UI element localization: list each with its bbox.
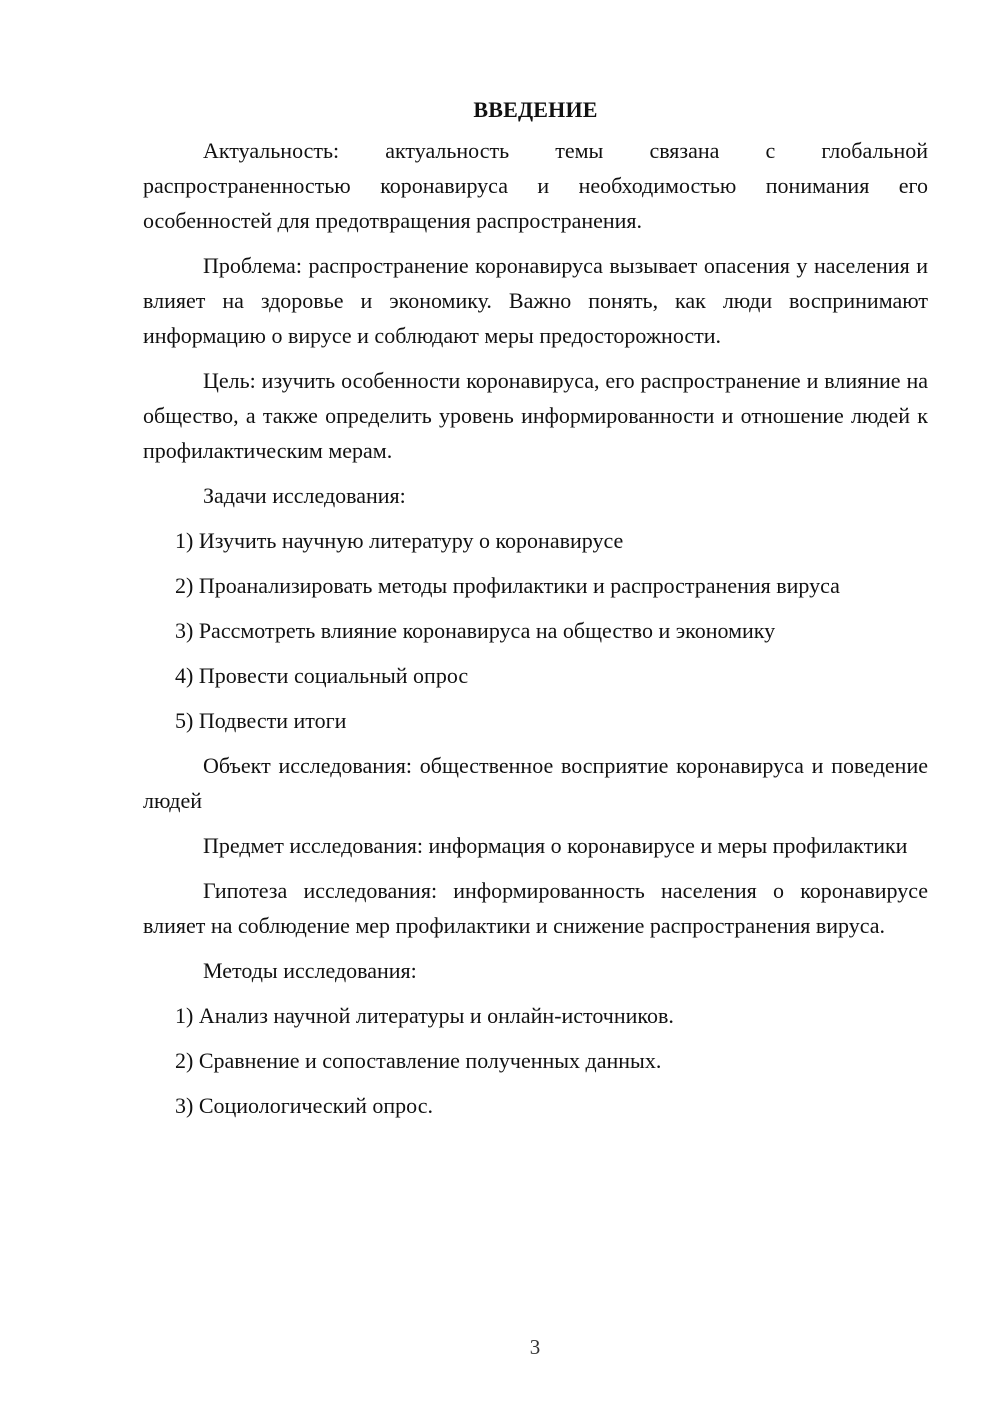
section-title: ВВЕДЕНИЕ	[473, 97, 598, 122]
task-item-1: 1) Изучить научную литературу о коронавирусе	[175, 528, 624, 553]
method-item-3: 3) Социологический опрос.	[175, 1093, 433, 1118]
method-item-2: 2) Сравнение и сопоставление полученных данных.	[175, 1048, 662, 1073]
object-paragraph: Объект исследования: общественное восприятие коронавируса и поведение людей	[143, 753, 928, 813]
page-number: 3	[529, 1335, 541, 1359]
methods-heading: Методы исследования:	[203, 958, 417, 983]
method-item-1: 1) Анализ научной литературы и онлайн-источников.	[175, 1003, 674, 1028]
problem-paragraph: Проблема: распространение коронавируса вызывает опасения у населения и влияет на здоровье и экономику. Важно понять, как люди воспринимают информацию о вирусе и соблюдают меры предосторожности.	[143, 253, 928, 348]
page-content	[143, 92, 928, 1133]
tasks-heading: Задачи исследования:	[203, 483, 406, 508]
task-item-3: 3) Рассмотреть влияние коронавируса на общество и экономику	[175, 618, 776, 643]
task-item-2: 2) Проанализировать методы профилактики и распространения вируса	[175, 573, 840, 598]
goal-paragraph: Цель: изучить особенности коронавируса, его распространение и влияние на общество, а также определить уровень информированности и отношение людей к профилактическим мерам.	[143, 368, 928, 463]
relevance-paragraph: Актуальность: актуальность темы связана с глобальной распространенностью коронавируса и необходимостью понимания его особенностей для предотвращения распространения.	[143, 138, 928, 233]
subject-paragraph: Предмет исследования: информация о коронавирусе и меры профилактики	[203, 833, 908, 858]
task-item-4: 4) Провести социальный опрос	[175, 663, 469, 688]
task-item-5: 5) Подвести итоги	[175, 708, 347, 733]
hypothesis-paragraph: Гипотеза исследования: информированность населения о коронавирусе влияет на соблюдение мер профилактики и снижение распространения вируса.	[143, 878, 928, 938]
